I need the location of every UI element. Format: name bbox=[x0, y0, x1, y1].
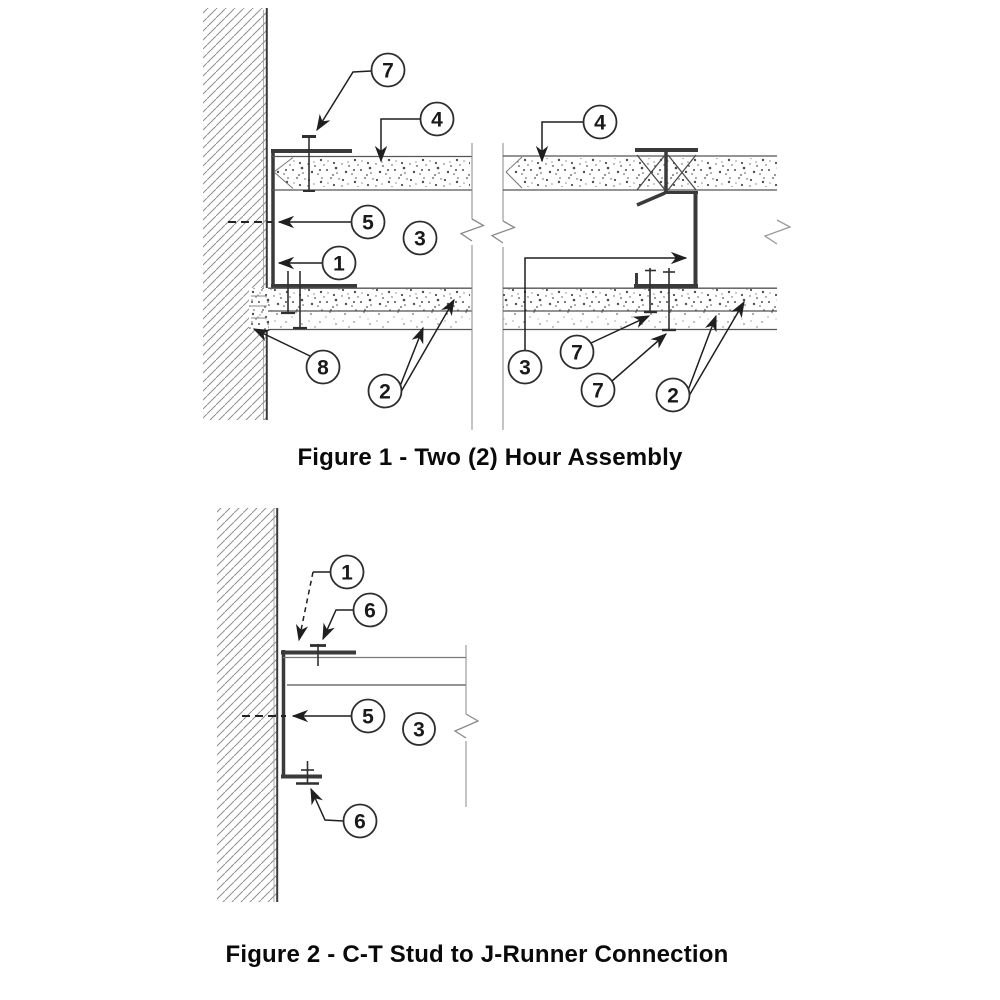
figure1-right-liner-panel bbox=[503, 156, 777, 190]
figure2-screws bbox=[296, 644, 326, 784]
svg-text:3: 3 bbox=[519, 356, 531, 380]
figure2-callout-5 bbox=[352, 700, 385, 733]
figure2-drawing bbox=[217, 508, 478, 902]
figure1-callout-2-right bbox=[657, 379, 690, 412]
figure1-caption: Figure 1 - Two (2) Hour Assembly bbox=[297, 444, 683, 471]
figure1-callouts bbox=[307, 54, 690, 412]
svg-text:6: 6 bbox=[364, 599, 376, 623]
svg-text:7: 7 bbox=[592, 379, 604, 403]
figure1-wall-section bbox=[203, 8, 267, 420]
svg-text:4: 4 bbox=[594, 111, 606, 135]
figure2-callout-6-bottom bbox=[344, 805, 377, 838]
figure1-callout-3-left bbox=[404, 222, 437, 255]
svg-text:6: 6 bbox=[354, 810, 366, 834]
svg-text:2: 2 bbox=[667, 384, 679, 408]
figure1-callout-5 bbox=[352, 206, 385, 239]
figure1-callout-7-right-lower bbox=[582, 374, 615, 407]
figure2-j-runner bbox=[281, 650, 356, 777]
figure2-wall-section bbox=[217, 508, 277, 902]
figure2-break-line bbox=[455, 645, 478, 807]
figure1-sealant-bead bbox=[249, 288, 269, 330]
figure1-callout-4-left bbox=[421, 103, 454, 136]
figure1-callout-1 bbox=[323, 247, 356, 280]
figure1-callout-8 bbox=[307, 351, 340, 384]
svg-text:2: 2 bbox=[379, 380, 391, 404]
figure1-callout-3-right bbox=[509, 351, 542, 384]
figure2-caption: Figure 2 - C-T Stud to J-Runner Connection bbox=[225, 941, 729, 968]
svg-text:5: 5 bbox=[362, 211, 374, 235]
figure1-callout-2-left bbox=[369, 375, 402, 408]
figure2-callout-3 bbox=[403, 713, 435, 745]
svg-text:4: 4 bbox=[431, 108, 443, 132]
figure1-drawing bbox=[203, 8, 790, 430]
svg-text:8: 8 bbox=[317, 356, 329, 380]
figure2-callout-6-top bbox=[354, 594, 387, 627]
figure1-left-liner-panel bbox=[271, 157, 472, 191]
figure2-callout-1 bbox=[331, 556, 364, 589]
figure2-callouts bbox=[331, 556, 436, 838]
figure1-callout-7-right-upper bbox=[561, 336, 594, 369]
figure1-callout-7-top bbox=[372, 54, 405, 87]
svg-text:3: 3 bbox=[413, 718, 425, 742]
figure1-right-bottom-panels bbox=[503, 288, 777, 329]
svg-text:1: 1 bbox=[333, 252, 345, 276]
svg-text:7: 7 bbox=[571, 341, 583, 365]
svg-text:7: 7 bbox=[382, 59, 394, 83]
svg-text:3: 3 bbox=[414, 227, 426, 251]
figure2-ct-stud-edges bbox=[283, 658, 466, 686]
svg-text:5: 5 bbox=[362, 705, 374, 729]
figure1-callout-4-right bbox=[584, 106, 617, 139]
svg-text:1: 1 bbox=[341, 561, 353, 585]
